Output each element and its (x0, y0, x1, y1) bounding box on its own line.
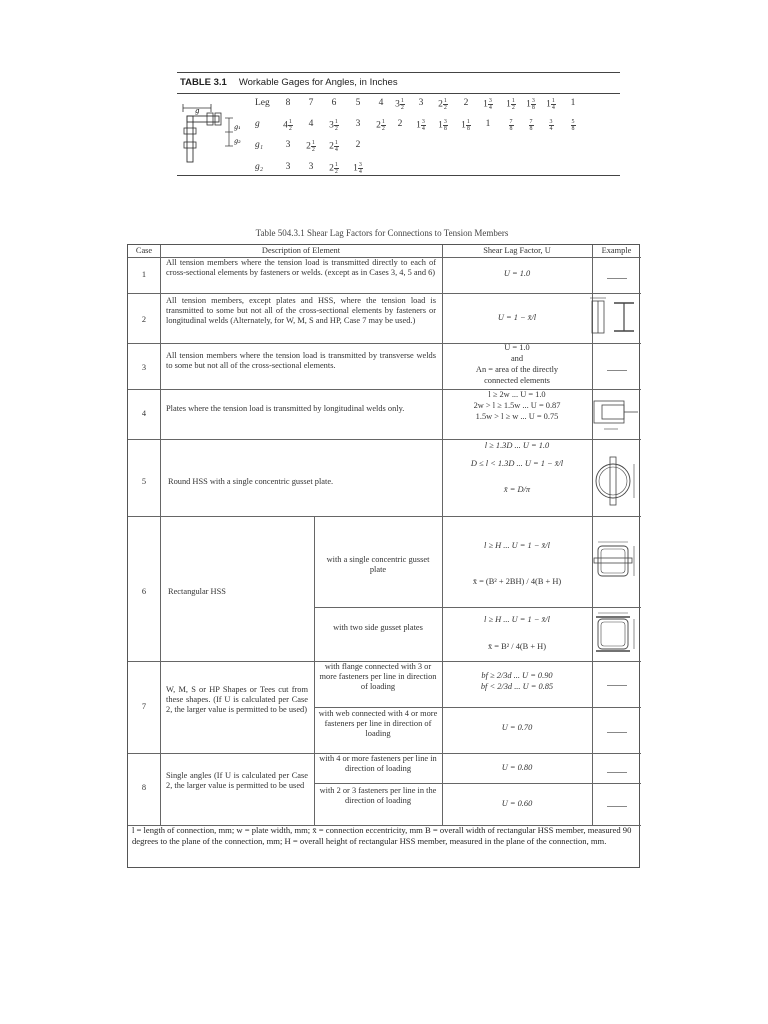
table-3-1-cell: 2 $\frac{1}{4}$ (329, 140, 338, 153)
case-6b-example-sketch-icon (590, 609, 640, 657)
table-3-1-cell: 1 $\frac{3}{4}$ (483, 98, 492, 111)
case-4-example-sketch-icon (588, 395, 640, 435)
case-1-desc: All tension members where the tension load is transmitted directly to each of cross-sectional elements by fasteners or welds. (except as in Cases 3, 4, 5 and 6) (166, 258, 436, 277)
case-1-factor: U = 1.0 (503, 269, 531, 278)
case-3-factor-3: An = area of the directly (475, 365, 559, 374)
case-4-desc: Plates where the tension load is transmitted by longitudinal welds only. (166, 404, 405, 413)
table-3-1-cell: $\frac{3}{4}$ (549, 119, 553, 132)
case-1-num: 1 (141, 270, 147, 279)
case-5-desc: Round HSS with a single concentric gusset plate. (168, 477, 334, 486)
case-7-desc: W, M, S or HP Shapes or Tees cut from these shapes. (If U is calculated per Case 2, the larger value is permitted to be used) (166, 685, 308, 714)
header-factor: Shear Lag Factor, U (483, 246, 551, 255)
table-504 (127, 244, 640, 868)
table-3-1-cell: 5 (355, 98, 361, 108)
table-3-1-cell: 3 $\frac{1}{2}$ (329, 119, 338, 132)
case-6a-example-sketch-icon (590, 538, 640, 584)
case-8b-example-dash (607, 806, 627, 807)
diagram-g1-label: g₁ (234, 123, 241, 131)
bottom-rule (177, 175, 620, 176)
table-3-1-cell: 1 $\frac{3}{4}$ (353, 162, 362, 175)
table-3-1-cell: 3 (285, 162, 291, 172)
case-2-factor: U = 1 − x̄/l (497, 313, 537, 322)
case-5-factor-3: x̄ = D/π (503, 485, 531, 494)
header-rule (177, 93, 620, 94)
case-6a-factor-2: x̄ = (B² + 2BH) / 4(B + H) (472, 577, 562, 586)
table-3-1-cell: 2 (397, 119, 403, 129)
table-3-1-cell: 1 (485, 119, 491, 129)
case-3-factor-4: connected elements (484, 376, 550, 385)
case-8-num: 8 (141, 783, 147, 792)
table-3-1-cell: 1 (570, 98, 576, 108)
case-5-num: 5 (141, 477, 147, 486)
case-8b-desc: with 2 or 3 fasteners per line in the direction of loading (319, 786, 437, 805)
case-8a-desc: with 4 or more fasteners per line in direction of loading (319, 754, 437, 773)
table-3-1-cell: 3 (355, 119, 361, 129)
table-3-1-row-label: g₂ (255, 162, 264, 172)
table-3-1-cell: $\frac{7}{8}$ (529, 119, 533, 132)
table-3-1-cell: 3 (285, 140, 291, 150)
case-7-num: 7 (141, 702, 147, 711)
case-6-desc: Rectangular HSS (168, 587, 226, 596)
case-6a-desc: with a single concentric gusset plate (326, 555, 430, 574)
header-description: Description of Element (261, 246, 341, 255)
case-7a-desc: with flange connected with 3 or more fasteners per line in direction of loading (319, 662, 437, 691)
table-3-1-cell: 1 $\frac{1}{2}$ (506, 98, 515, 111)
table-3-1-cell: $\frac{5}{8}$ (571, 119, 575, 132)
table-3-1-cell: 2 $\frac{1}{2}$ (306, 140, 315, 153)
table-3-1-cell: 2 (463, 98, 469, 108)
table-3-1-cell: 3 $\frac{1}{2}$ (395, 98, 404, 111)
case-3-factor-2: and (510, 354, 524, 363)
angle-gage-diagram-icon (179, 102, 249, 168)
table-3-1-cell: 1 $\frac{1}{4}$ (546, 98, 555, 111)
case-8a-example-dash (607, 772, 627, 773)
case-3-desc: All tension members where the tension load is transmitted by transverse welds to some but not all of the cross-sectional elements. (166, 351, 436, 370)
table-504-footnote: l = length of connection, mm; w = plate width, mm; x̄ = connection eccentricity, mm B = overall width of rectangular HSS member, measured 90 degrees to the plane of the connection, mm; H = overall height of rectangular HSS member, measured in the plane of the connection, mm. (132, 825, 632, 846)
table-3-1-cell: 1 $\frac{3}{8}$ (526, 98, 535, 111)
table-3-1-cell: 8 (285, 98, 291, 108)
case-4-factor-2: 2w > l ≥ 1.5w ... U = 0.87 (473, 401, 561, 410)
table-3-1-cell: 3 (308, 162, 314, 172)
table-3-1-cell: 2 $\frac{1}{2}$ (376, 119, 385, 132)
table-3-1-cell: 2 $\frac{1}{2}$ (329, 162, 338, 175)
case-6b-factor-1: l ≥ H ... U = 1 − x̄/l (484, 615, 550, 624)
case-5-example-sketch-icon (590, 451, 640, 509)
table-caption: Workable Gages for Angles, in Inches (238, 77, 398, 88)
case-3-num: 3 (141, 363, 147, 372)
header-case: Case (135, 246, 153, 255)
case-8b-factor: U = 0.60 (501, 799, 533, 808)
case-6-num: 6 (141, 587, 147, 596)
case-6b-factor-2: x̄ = B² / 4(B + H) (487, 642, 547, 651)
table-3-1-cell: 4 (308, 119, 314, 129)
table-3-1-cell: 2 $\frac{1}{2}$ (438, 98, 447, 111)
case-7a-example-dash (607, 685, 627, 686)
case-2-desc: All tension members, except plates and HSS, where the tension load is transmitted to some but not all of the cross-sectional elements by fasteners or longitudinal welds (Alternately, for W, M, S and HP, Case 7 may be used.) (166, 296, 436, 325)
case-7a-factor-2: bf < 2/3d ... U = 0.85 (480, 682, 554, 691)
case-7a-factor-1: bf ≥ 2/3d ... U = 0.90 (481, 671, 553, 680)
table-3-1-cell: 4 (378, 98, 384, 108)
case-4-factor-1: l ≥ 2w ... U = 1.0 (488, 390, 546, 399)
case-7b-desc: with web connected with 4 or more fasteners per line in direction of loading (318, 709, 438, 738)
case-2-example-sketch-icon (586, 295, 640, 341)
table-3-1-cell: 3 (418, 98, 424, 108)
table-3-1-cell: 1 $\frac{1}{8}$ (461, 119, 470, 132)
table-3-1 (177, 72, 620, 176)
case-3-factor-1: U = 1.0 (504, 343, 530, 352)
diagram-g-label: g (195, 107, 200, 115)
diagram-g2-label: g₂ (234, 137, 241, 145)
table-3-1-cell: $\frac{7}{8}$ (509, 119, 513, 132)
case-7b-factor: U = 0.70 (501, 723, 533, 732)
table-3-1-row-label: g₁ (255, 140, 264, 150)
top-rule (177, 72, 620, 73)
table-504-title: Table 504.3.1 Shear Lag Factors for Connections to Tension Members (255, 228, 509, 238)
table-3-1-cell: 1 $\frac{3}{4}$ (416, 119, 425, 132)
table-label: TABLE 3.1 (180, 77, 227, 88)
case-1-example-dash (607, 278, 627, 279)
header-example: Example (601, 246, 632, 255)
case-8a-factor: U = 0.80 (501, 763, 533, 772)
table-3-1-row-label: Leg (255, 98, 270, 108)
table-3-1-row-label: g (255, 119, 260, 129)
case-3-example-dash (607, 370, 627, 371)
case-4-num: 4 (141, 409, 147, 418)
table-3-1-cell: 2 (355, 140, 361, 150)
case-6a-factor-1: l ≥ H ... U = 1 − x̄/l (484, 541, 550, 550)
case-6b-desc: with two side gusset plates (333, 623, 423, 632)
case-7b-example-dash (607, 732, 627, 733)
case-5-factor-1: l ≥ 1.3D ... U = 1.0 (484, 441, 550, 450)
table-3-1-cell: 6 (331, 98, 337, 108)
case-8-desc: Single angles (If U is calculated per Case 2, the larger value is permitted to be used (166, 771, 308, 790)
table-3-1-cell: 7 (308, 98, 314, 108)
case-4-factor-3: 1.5w > l ≥ w ... U = 0.75 (475, 412, 559, 421)
case-2-num: 2 (141, 315, 147, 324)
table-3-1-cell: 1 $\frac{3}{8}$ (438, 119, 447, 132)
table-3-1-cell: 4 $\frac{1}{2}$ (283, 119, 292, 132)
case-5-factor-2: D ≤ l < 1.3D ... U = 1 − x̄/l (470, 459, 564, 468)
table-3-1-title (180, 77, 398, 88)
